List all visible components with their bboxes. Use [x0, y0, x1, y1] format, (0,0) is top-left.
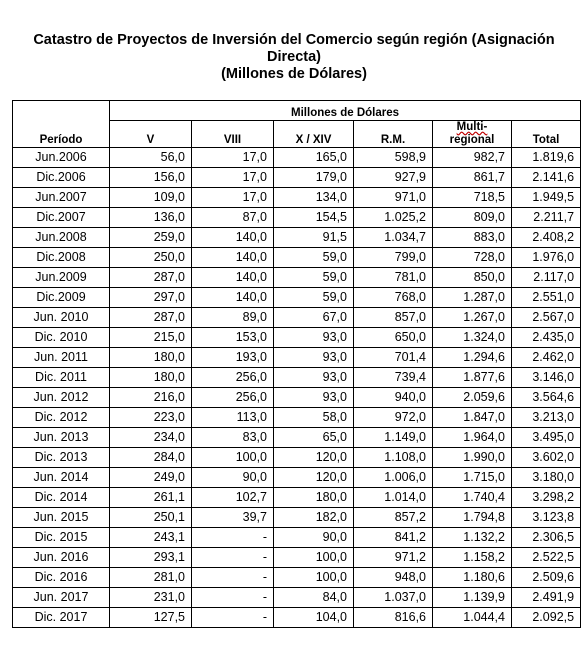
cell-multiregional: 1.044,4 [433, 608, 512, 628]
header-period: Período [13, 101, 110, 148]
table-row [13, 268, 581, 288]
cell-rm: 857,0 [354, 308, 433, 328]
cell-x-xiv: 59,0 [274, 248, 354, 268]
cell-period: Dic.2007 [13, 208, 110, 228]
cell-total: 2.117,0 [512, 268, 581, 288]
cell-total: 2.408,2 [512, 228, 581, 248]
header-region-v: V [110, 121, 192, 148]
cell-multiregional: 850,0 [433, 268, 512, 288]
cell-period: Jun. 2013 [13, 428, 110, 448]
cell-viii: - [192, 588, 274, 608]
cell-x-xiv: 180,0 [274, 488, 354, 508]
cell-x-xiv: 93,0 [274, 388, 354, 408]
cell-period: Dic. 2010 [13, 328, 110, 348]
cell-rm: 1.025,2 [354, 208, 433, 228]
table-row [13, 288, 581, 308]
cell-v: 56,0 [110, 148, 192, 168]
cell-v: 243,1 [110, 528, 192, 548]
table-row [13, 448, 581, 468]
cell-v: 250,0 [110, 248, 192, 268]
cell-viii: 90,0 [192, 468, 274, 488]
cell-multiregional: 809,0 [433, 208, 512, 228]
cell-viii: 83,0 [192, 428, 274, 448]
cell-rm: 1.037,0 [354, 588, 433, 608]
cell-x-xiv: 91,5 [274, 228, 354, 248]
cell-v: 180,0 [110, 368, 192, 388]
cell-total: 1.819,6 [512, 148, 581, 168]
header-group-millions: Millones de Dólares [110, 101, 581, 121]
investment-table [12, 100, 581, 628]
table-row [13, 548, 581, 568]
header-region-x-xiv: X / XIV [274, 121, 354, 148]
cell-multiregional: 1.132,2 [433, 528, 512, 548]
cell-x-xiv: 59,0 [274, 288, 354, 308]
cell-viii: 153,0 [192, 328, 274, 348]
table-body [13, 148, 581, 628]
cell-x-xiv: 90,0 [274, 528, 354, 548]
cell-viii: 89,0 [192, 308, 274, 328]
cell-multiregional: 1.287,0 [433, 288, 512, 308]
cell-v: 287,0 [110, 308, 192, 328]
cell-period: Dic. 2014 [13, 488, 110, 508]
cell-multiregional: 1.139,9 [433, 588, 512, 608]
cell-period: Jun.2009 [13, 268, 110, 288]
cell-x-xiv: 154,5 [274, 208, 354, 228]
cell-rm: 781,0 [354, 268, 433, 288]
table-row [13, 568, 581, 588]
cell-x-xiv: 120,0 [274, 448, 354, 468]
cell-period: Jun. 2017 [13, 588, 110, 608]
cell-rm: 971,2 [354, 548, 433, 568]
cell-viii: 17,0 [192, 148, 274, 168]
cell-rm: 948,0 [354, 568, 433, 588]
table-row [13, 208, 581, 228]
table-row [13, 148, 581, 168]
header-multiregional [433, 121, 512, 148]
cell-viii: 17,0 [192, 188, 274, 208]
cell-total: 3.564,6 [512, 388, 581, 408]
cell-viii: 140,0 [192, 228, 274, 248]
cell-viii: 256,0 [192, 368, 274, 388]
header-region-viii: VIII [192, 121, 274, 148]
cell-x-xiv: 100,0 [274, 548, 354, 568]
cell-viii: 256,0 [192, 388, 274, 408]
cell-total: 2.522,5 [512, 548, 581, 568]
table-row [13, 528, 581, 548]
cell-total: 2.306,5 [512, 528, 581, 548]
cell-multiregional: 1.158,2 [433, 548, 512, 568]
cell-period: Dic.2008 [13, 248, 110, 268]
cell-x-xiv: 59,0 [274, 268, 354, 288]
cell-viii: - [192, 548, 274, 568]
cell-rm: 799,0 [354, 248, 433, 268]
cell-viii: - [192, 608, 274, 628]
cell-viii: - [192, 528, 274, 548]
cell-v: 284,0 [110, 448, 192, 468]
cell-multiregional: 1.964,0 [433, 428, 512, 448]
table-row [13, 328, 581, 348]
cell-multiregional: 718,5 [433, 188, 512, 208]
cell-total: 3.123,8 [512, 508, 581, 528]
cell-period: Dic. 2011 [13, 368, 110, 388]
cell-v: 136,0 [110, 208, 192, 228]
header-multiregional-line1: Multi- [456, 121, 488, 133]
cell-x-xiv: 65,0 [274, 428, 354, 448]
cell-rm: 701,4 [354, 348, 433, 368]
cell-viii: 193,0 [192, 348, 274, 368]
cell-viii: 102,7 [192, 488, 274, 508]
cell-multiregional: 982,7 [433, 148, 512, 168]
cell-total: 1.949,5 [512, 188, 581, 208]
cell-viii: 140,0 [192, 288, 274, 308]
cell-rm: 927,9 [354, 168, 433, 188]
table-row [13, 608, 581, 628]
cell-v: 216,0 [110, 388, 192, 408]
cell-multiregional: 1.877,6 [433, 368, 512, 388]
cell-period: Jun. 2012 [13, 388, 110, 408]
cell-v: 250,1 [110, 508, 192, 528]
cell-rm: 1.034,7 [354, 228, 433, 248]
cell-total: 3.298,2 [512, 488, 581, 508]
cell-x-xiv: 182,0 [274, 508, 354, 528]
table-row [13, 308, 581, 328]
cell-total: 3.602,0 [512, 448, 581, 468]
cell-multiregional: 1.715,0 [433, 468, 512, 488]
table-row [13, 188, 581, 208]
cell-rm: 650,0 [354, 328, 433, 348]
cell-x-xiv: 134,0 [274, 188, 354, 208]
cell-v: 231,0 [110, 588, 192, 608]
document-title-line-2: Directa) [267, 49, 321, 65]
document-title-line-1: Catastro de Proyectos de Inversión del Comercio según región (Asignación [33, 32, 555, 48]
cell-v: 234,0 [110, 428, 192, 448]
cell-x-xiv: 67,0 [274, 308, 354, 328]
cell-v: 109,0 [110, 188, 192, 208]
cell-rm: 1.006,0 [354, 468, 433, 488]
cell-multiregional: 1.990,0 [433, 448, 512, 468]
cell-total: 3.146,0 [512, 368, 581, 388]
cell-v: 215,0 [110, 328, 192, 348]
cell-viii: 87,0 [192, 208, 274, 228]
cell-x-xiv: 93,0 [274, 328, 354, 348]
cell-x-xiv: 120,0 [274, 468, 354, 488]
cell-v: 180,0 [110, 348, 192, 368]
cell-total: 2.462,0 [512, 348, 581, 368]
header-region-rm: R.M. [354, 121, 433, 148]
cell-multiregional: 1.267,0 [433, 308, 512, 328]
cell-rm: 739,4 [354, 368, 433, 388]
cell-x-xiv: 100,0 [274, 568, 354, 588]
cell-v: 261,1 [110, 488, 192, 508]
cell-v: 281,0 [110, 568, 192, 588]
table-row [13, 348, 581, 368]
cell-multiregional: 861,7 [433, 168, 512, 188]
cell-multiregional: 2.059,6 [433, 388, 512, 408]
cell-v: 156,0 [110, 168, 192, 188]
cell-rm: 972,0 [354, 408, 433, 428]
cell-v: 297,0 [110, 288, 192, 308]
cell-rm: 940,0 [354, 388, 433, 408]
cell-multiregional: 1.324,0 [433, 328, 512, 348]
cell-v: 223,0 [110, 408, 192, 428]
cell-period: Dic.2006 [13, 168, 110, 188]
table-row [13, 468, 581, 488]
cell-rm: 1.108,0 [354, 448, 433, 468]
cell-multiregional: 1.180,6 [433, 568, 512, 588]
cell-total: 2.211,7 [512, 208, 581, 228]
cell-x-xiv: 84,0 [274, 588, 354, 608]
cell-total: 3.495,0 [512, 428, 581, 448]
cell-period: Dic. 2017 [13, 608, 110, 628]
cell-period: Jun. 2014 [13, 468, 110, 488]
cell-period: Dic. 2012 [13, 408, 110, 428]
table-row [13, 588, 581, 608]
cell-period: Jun. 2010 [13, 308, 110, 328]
cell-v: 249,0 [110, 468, 192, 488]
table-row [13, 408, 581, 428]
cell-multiregional: 1.847,0 [433, 408, 512, 428]
cell-viii: 100,0 [192, 448, 274, 468]
cell-v: 293,1 [110, 548, 192, 568]
cell-x-xiv: 104,0 [274, 608, 354, 628]
table-row [13, 228, 581, 248]
table-row [13, 428, 581, 448]
header-multiregional-line2: regional [449, 134, 495, 146]
cell-period: Jun. 2011 [13, 348, 110, 368]
cell-total: 2.491,9 [512, 588, 581, 608]
cell-multiregional: 883,0 [433, 228, 512, 248]
cell-viii: 113,0 [192, 408, 274, 428]
cell-multiregional: 1.294,6 [433, 348, 512, 368]
document-subtitle: (Millones de Dólares) [221, 66, 367, 82]
cell-period: Jun. 2016 [13, 548, 110, 568]
cell-total: 2.435,0 [512, 328, 581, 348]
cell-period: Dic. 2015 [13, 528, 110, 548]
cell-x-xiv: 165,0 [274, 148, 354, 168]
cell-total: 3.213,0 [512, 408, 581, 428]
cell-rm: 1.149,0 [354, 428, 433, 448]
cell-x-xiv: 179,0 [274, 168, 354, 188]
cell-total: 1.976,0 [512, 248, 581, 268]
cell-x-xiv: 58,0 [274, 408, 354, 428]
cell-rm: 1.014,0 [354, 488, 433, 508]
cell-total: 3.180,0 [512, 468, 581, 488]
cell-total: 2.141,6 [512, 168, 581, 188]
cell-total: 2.092,5 [512, 608, 581, 628]
table-row [13, 368, 581, 388]
cell-rm: 768,0 [354, 288, 433, 308]
header-total: Total [512, 121, 581, 148]
cell-rm: 816,6 [354, 608, 433, 628]
cell-viii: 39,7 [192, 508, 274, 528]
cell-period: Dic.2009 [13, 288, 110, 308]
cell-period: Jun.2006 [13, 148, 110, 168]
table-row [13, 168, 581, 188]
cell-v: 259,0 [110, 228, 192, 248]
cell-viii: 140,0 [192, 248, 274, 268]
cell-rm: 598,9 [354, 148, 433, 168]
cell-multiregional: 728,0 [433, 248, 512, 268]
cell-v: 287,0 [110, 268, 192, 288]
cell-period: Jun.2008 [13, 228, 110, 248]
cell-viii: 140,0 [192, 268, 274, 288]
cell-x-xiv: 93,0 [274, 348, 354, 368]
cell-total: 2.509,6 [512, 568, 581, 588]
cell-period: Jun.2007 [13, 188, 110, 208]
cell-x-xiv: 93,0 [274, 368, 354, 388]
cell-viii: - [192, 568, 274, 588]
cell-rm: 971,0 [354, 188, 433, 208]
cell-multiregional: 1.794,8 [433, 508, 512, 528]
cell-multiregional: 1.740,4 [433, 488, 512, 508]
cell-total: 2.567,0 [512, 308, 581, 328]
table-row [13, 508, 581, 528]
cell-period: Jun. 2015 [13, 508, 110, 528]
cell-rm: 857,2 [354, 508, 433, 528]
table-row [13, 248, 581, 268]
table-row [13, 388, 581, 408]
cell-period: Dic. 2013 [13, 448, 110, 468]
cell-total: 2.551,0 [512, 288, 581, 308]
cell-period: Dic. 2016 [13, 568, 110, 588]
table-row [13, 488, 581, 508]
cell-viii: 17,0 [192, 168, 274, 188]
cell-rm: 841,2 [354, 528, 433, 548]
cell-v: 127,5 [110, 608, 192, 628]
